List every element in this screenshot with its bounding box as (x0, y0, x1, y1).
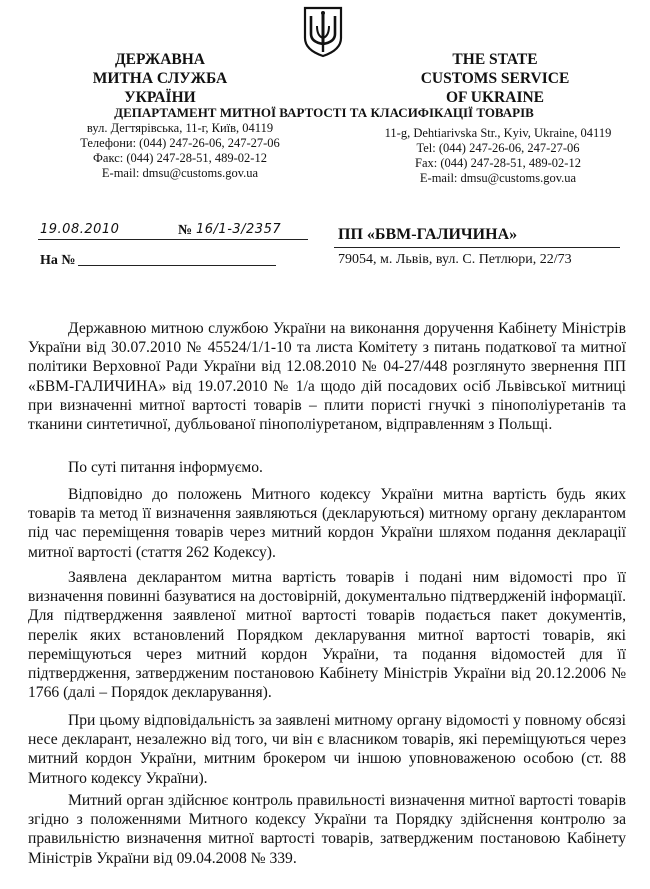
paragraph-3 (28, 485, 626, 562)
org-name-en-line: CUSTOMS SERVICE (420, 70, 570, 87)
contact-line: Fax: (044) 247-28-51, 489-02-12 (415, 156, 581, 170)
org-name-en-line: THE STATE (452, 51, 538, 68)
paragraph-text: Відповідно до положень Митного кодексу України митна вартість будь яких товарів та метод її визначення заявляються (декларуються) митному органу декларантом під час переміщення товарів через митний кордон України шляхом подання декларації митної вартості (стаття 262 Кодексу). (28, 486, 626, 561)
paragraph-text: Державною митною службою України на виконання доручення Кабінету Міністрів України від 30.07.2010 № 45524/1/1-10 та листа Комітету з питань податкової та митної політики Верховної Ради України від 12.08.2010 № 04-27/448 розглянуто звернення ПП «БВМ-ГАЛИЧИНА» від 19.07.2010 № 1/а щодо дій посадових осіб Львівської митниці при визначенні митної вартості товарів – плити пористі гнучкі з пінополіуретанів та тканини синтетичної, дубльованої пінополіуретаном, відправленням з Польщі. (28, 320, 626, 434)
outgoing-reference (38, 222, 308, 242)
letter-number: 16/1-3/2357 (196, 222, 282, 237)
paragraph-text: По суті питання інформуємо. (68, 459, 263, 476)
org-name-uk-line: УКРАЇНИ (124, 89, 196, 106)
department-name: ДЕПАРТАМЕНТ МИТНОЇ ВАРТОСТІ ТА КЛАСИФІКАЦІЇ ТОВАРІВ (114, 105, 534, 120)
contact-line: E-mail: dmsu@customs.gov.ua (419, 171, 577, 185)
recipient-name: ПП «БВМ-ГАЛИЧИНА» (338, 226, 518, 243)
contact-line: 11-g, Dehtiarivska Str., Kyiv, Ukraine, 04119 (384, 126, 612, 140)
paragraph-text: Заявлена декларантом митна вартість товарів і подані ним відомості про її визначення повинні базуватися на достовірній, документально підтвердженій інформації. Для підтвердження заявленої митної вартості товарів подається пакет документів, перелік яких встановлений Порядком декларування митної вартості товарів, які переміщуються через митний кордон України, та подання відомостей для її підтвердження, затвердженим постановою Кабінету Міністрів України від 20.12.2006 № 1766 (далі – Порядок декларування). (28, 569, 626, 702)
paragraph-4 (28, 568, 626, 702)
letter-date: 19.08.2010 (40, 222, 120, 237)
contact-line: E-mail: dmsu@customs.gov.ua (101, 166, 259, 180)
reference-underline (38, 239, 308, 240)
org-name-uk (80, 50, 240, 107)
paragraph-5 (28, 711, 626, 788)
paragraph-text: При цьому відповідальність за заявлені митному органу відомості у повному обсязі несе декларант, незалежно від того, чи він є власником товарів, які переміщуються через митний кордон України, митним брокером чи іншою уповноваженою особою (ст. 88 Митного кодексу України). (28, 712, 626, 787)
reply-label: На № (40, 253, 76, 268)
paragraph-text: Митний орган здійснює контроль правильності визначення митної вартості товарів згідно з положеннями Митного кодексу України та Порядку здійснення контролю за правильністю визначення митної вартості товарів, затвердженим постановою Кабінету Міністрів України від 09.04.2008 № 339. (28, 792, 626, 867)
contacts-en (358, 126, 638, 186)
reply-reference (40, 251, 280, 269)
recipient-underline (334, 247, 620, 248)
coat-of-arms-emblem (302, 6, 344, 58)
org-name-en (400, 50, 590, 107)
org-name-en-line: OF UKRAINE (445, 89, 545, 106)
recipient-address: 79054, м. Львів, вул. С. Петлюри, 22/73 (338, 252, 572, 267)
paragraph-2 (28, 458, 626, 477)
number-label: № (178, 223, 193, 238)
contact-line: Телефони: (044) 247-26-06, 247-27-06 (80, 136, 280, 150)
paragraph-1 (28, 319, 626, 434)
reply-underline (78, 265, 276, 266)
contact-line: Факс: (044) 247-28-51, 489-02-12 (93, 151, 267, 165)
org-name-uk-line: ДЕРЖАВНА (114, 51, 206, 68)
contact-line: вул. Дегтярівська, 11-г, Київ, 04119 (86, 121, 274, 135)
contacts-uk (40, 121, 320, 181)
org-name-uk-line: МИТНА СЛУЖБА (92, 70, 228, 87)
paragraph-6 (28, 791, 626, 868)
contact-line: Tel: (044) 247-26-06, 247-27-06 (416, 141, 580, 155)
